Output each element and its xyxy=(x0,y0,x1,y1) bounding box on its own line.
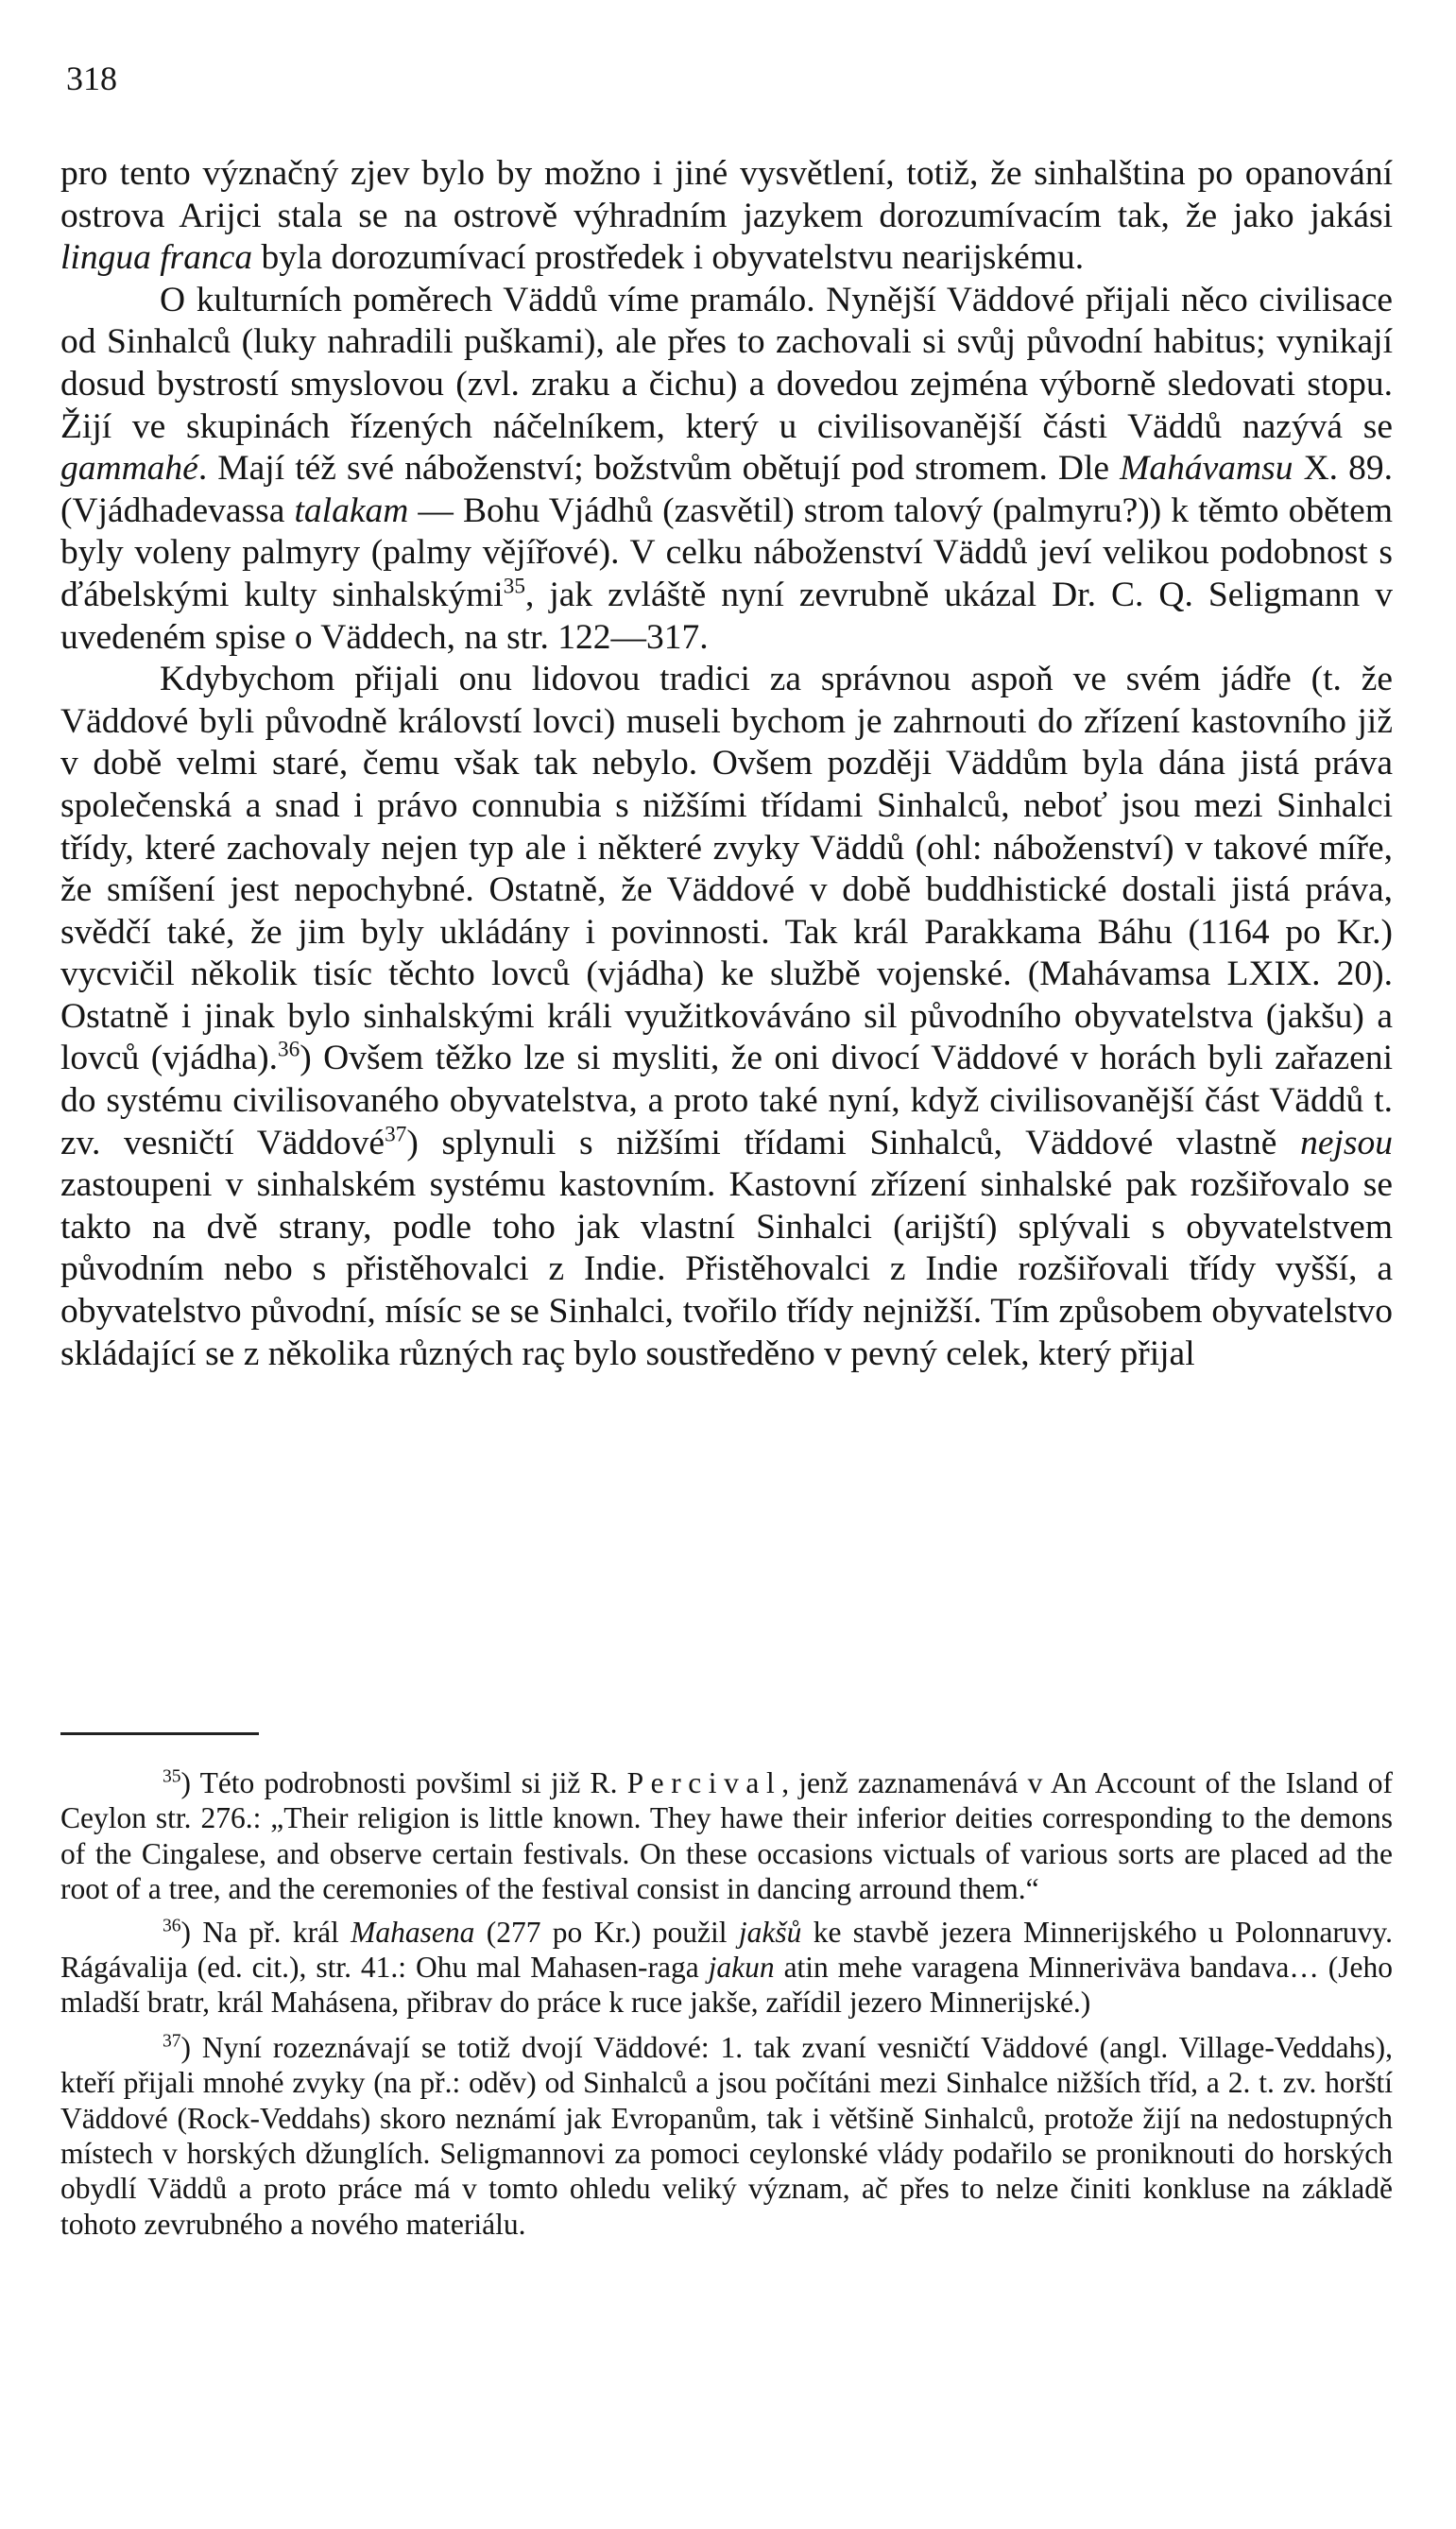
text-run: ) Této podrobnosti povšiml si již R. xyxy=(180,1766,627,1799)
text-run: zastoupeni v sinhalském systému kastovním. Kastovní zřízení sinhalské pak rozšiřovalo se takto na dvě strany, podle toho jak vlastní Sinhalci (arijští) splývali s obyvatelstvem původním nebo s přistěhovalci z Indie. Přistěhovalci z Indie rozšiřovali třídy vyšší, a obyvatelstvo původní, mísíc se se Sinhalci, tvořilo třídy nejnižší. Tím způsobem obyvatelstvo skládající se z několika různých raç bylo soustředěno v pevný celek, který přijal xyxy=(60,1165,1393,1373)
spaced-name-percival: Percival xyxy=(626,1766,782,1799)
italic-term-nejsou: nejsou xyxy=(1300,1123,1393,1162)
text-run: ) splynuli s nižšími třídami Sinhalců, Väddové vlastně xyxy=(406,1123,1301,1162)
italic-term-gammahe: gammahé xyxy=(60,449,198,489)
text-run: — Bohu Vjádhů (zasvětil) strom talový (palmyru?)) k těmto obětem byly voleny palmyry (palmy vějířové). V celku náboženství Väddů jeví velikou podobnost s ďábelskými kulty sinhalskými xyxy=(60,490,1393,614)
text-run: O kulturních poměrech Väddů víme pramálo. Nynější Väddové přijali něco civilisace od Sinhalců (luky nahradili puškami), ale přes to zachovali si svůj původní habitus; vynikají dosud bystrostí smyslovou (zvl. zraku a čichu) a dovedou zejména výborně sledovati stopu. Žijí ve skupinách řízených náčelníkem, který u civilisovanější části Väddů nazývá se xyxy=(60,280,1393,446)
footnote-37 xyxy=(60,2030,1393,2242)
italic-term-mahasena: Mahasena xyxy=(351,1915,475,1949)
footnote-marker: 36 xyxy=(163,1916,181,1936)
footnote-marker: 37 xyxy=(163,2031,181,2052)
text-run: X. 89. (Vjádhadevassa xyxy=(60,449,1393,530)
paragraph-3 xyxy=(60,659,1393,1375)
text-run: Kdybychom přijali onu lidovou tradici za správnou aspoň ve svém jádře (t. že Väddové byli původně královstí lovci) museli bychom je zahrnouti do zřízení kastovního již v době velmi staré, čemu však tak nebylo. Ovšem později Väddům byla dána jistá práva společenská a snad i právo connubia s nižšími třídami Sinhalců, neboť jsou mezi Sinhalci třídy, které zachovaly nejen typ ale i některé zvyky Väddů (ohl: náboženství) v takové míře, že smíšení jest nepochybné. Ostatně, že Väddové v době buddhistické dostali jistá práva, svědčí také, že jim byly ukládány i povinnosti. Tak král Parakkama Báhu (1164 po Kr.) vycvičil několik tisíc těchto lovců (vjádha) ke službě vojenské. (Mahávamsa LXIX. 20). Ostatně i jinak bylo sinhalskými králi využitkováváno sil původního obyvatelstva (jakšu) a lovců (vjádha). xyxy=(60,660,1393,1078)
text-run: atin mehe varagena Minneriväva bandava… (Jeho mladší bratr, král Mahásena, přibrav do práce k ruce jakše, zařídil jezero Minnerijské.) xyxy=(60,1951,1393,2020)
text-run: ke stavbě jezera Minnerijského u Polonnaruvy. Rágávalija (ed. cit.), str. 41.: Ohu mal Mahasen-raga xyxy=(60,1915,1393,1985)
footnote-ref-36: 36 xyxy=(278,1037,300,1062)
footnote-35 xyxy=(60,1765,1393,1907)
footnote-ref-37: 37 xyxy=(385,1122,407,1147)
text-run: (277 po Kr.) použil xyxy=(474,1915,739,1949)
italic-term-jakun: jakun xyxy=(708,1951,775,1985)
footnote-ref-35: 35 xyxy=(503,574,525,599)
text-run: pro tento význačný zjev bylo by možno i jiné vysvětlení, totiž, že sinhalština po opanování ostrova Arijci stala se na ostrově výhradním jazykem dorozumívacím tak, že jako jakási xyxy=(60,154,1393,235)
italic-term-talakam: talakam xyxy=(294,490,409,530)
page-number: 318 xyxy=(66,60,117,97)
italic-term-lingua-franca: lingua franca xyxy=(60,238,253,278)
footnotes xyxy=(60,1765,1393,2249)
footnote-36 xyxy=(60,1915,1393,2021)
text-run: byla dorozumívací prostředek i obyvatelstvu nearijskému. xyxy=(252,238,1085,278)
main-text xyxy=(60,153,1393,1375)
italic-term-mahavamsu: Mahávamsu xyxy=(1120,449,1293,489)
footnote-separator xyxy=(60,1732,259,1735)
text-run: ) Na př. král xyxy=(180,1915,351,1949)
text-run: ) Ovšem těžko lze si mysliti, že oni divocí Väddové v horách byli zařazeni do systému civilisovaného obyvatelstva, a proto také nyní, když civilisovanější část Väddů t. zv. vesničtí Väddové xyxy=(60,1039,1393,1162)
italic-term-jaksu: jakšů xyxy=(738,1915,802,1949)
footnote-marker: 35 xyxy=(163,1766,181,1787)
text-run: , jak zvláště nyní zevrubně ukázal Dr. C. Q. Seligmann v uvedeném spise o Väddech, na str. 122—317. xyxy=(60,575,1393,657)
paragraph-2 xyxy=(60,280,1393,659)
text-run: , jenž zaznamenává v An Account of the Island of Ceylon str. 276.: „Their religion is little known. They hawe their inferior deities corresponding to the demons of the Cingalese, and observe certain festivals. On these occasions victuals of various sorts are placed ad the root of a tree, and the ceremonies of the festival consist in dancing arround them.“ xyxy=(60,1766,1393,1906)
text-run: ) Nyní rozeznávají se totiž dvojí Väddové: 1. tak zvaní vesničtí Väddové (angl. Village-Veddahs), kteří přijali mnohé zvyky (na př.: oděv) od Sinhalců a jsou počítáni mezi Sinhalce nižších tříd, a 2. t. zv. horští Väddové (Rock-Veddahs) skoro neznámí jak Evropanům, tak i většině Sinhalců, protože žijí na nedostupných místech v horských džunglích. Seligmannovi za pomoci ceylonské vlády podařilo se proniknouti do horských obydlí Väddů a proto práce má v tomto ohledu veliký význam, ač přes to nelze činiti konkluse na základě tohoto zevrubného a nového materiálu. xyxy=(60,2030,1393,2241)
paragraph-1 xyxy=(60,153,1393,280)
text-run: . Mají též své náboženství; božstvům obětují pod stromem. Dle xyxy=(197,449,1121,489)
